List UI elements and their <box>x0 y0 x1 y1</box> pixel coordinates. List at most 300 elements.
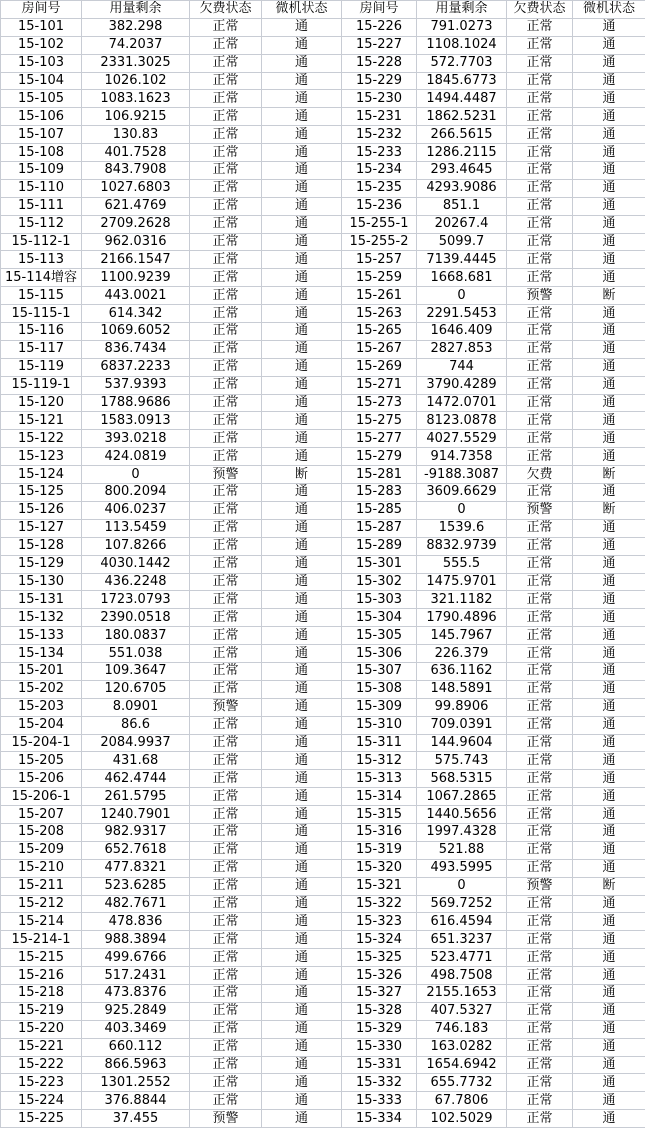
meter-status-cell: 通 <box>262 376 342 394</box>
arrears-status-cell: 正常 <box>190 197 262 215</box>
meter-status-cell: 通 <box>573 770 645 788</box>
meter-status-cell: 通 <box>262 609 342 627</box>
room-number-cell: 15-233 <box>342 144 417 162</box>
remaining-usage-cell: 1646.409 <box>417 323 507 341</box>
remaining-usage-cell: 746.183 <box>417 1020 507 1038</box>
remaining-usage-cell: 20267.4 <box>417 215 507 233</box>
table-row <box>1 108 645 126</box>
arrears-status-cell: 正常 <box>507 1074 573 1092</box>
meter-status-cell: 通 <box>262 305 342 323</box>
room-number-cell: 15-222 <box>1 1056 82 1074</box>
remaining-usage-cell: 1494.4487 <box>417 90 507 108</box>
room-number-cell: 15-332 <box>342 1074 417 1092</box>
room-number-cell: 15-231 <box>342 108 417 126</box>
meter-status-cell: 通 <box>573 108 645 126</box>
meter-status-cell: 断 <box>573 877 645 895</box>
meter-status-cell: 通 <box>573 752 645 770</box>
meter-status-cell: 通 <box>262 984 342 1002</box>
remaining-usage-cell: 180.0837 <box>82 627 190 645</box>
room-number-cell: 15-212 <box>1 895 82 913</box>
room-number-cell: 15-306 <box>342 645 417 663</box>
arrears-status-cell: 正常 <box>190 967 262 985</box>
meter-status-cell: 通 <box>573 412 645 430</box>
arrears-status-cell: 正常 <box>190 1020 262 1038</box>
room-number-cell: 15-325 <box>342 949 417 967</box>
arrears-status-cell: 正常 <box>190 627 262 645</box>
room-number-cell: 15-124 <box>1 466 82 484</box>
header-meter-status-2: 微机状态 <box>573 1 645 19</box>
table-row <box>1 591 645 609</box>
meter-status-cell: 通 <box>573 1020 645 1038</box>
arrears-status-cell: 正常 <box>507 895 573 913</box>
meter-status-cell: 通 <box>573 806 645 824</box>
room-number-cell: 15-204 <box>1 716 82 734</box>
remaining-usage-cell: 266.5615 <box>417 126 507 144</box>
remaining-usage-cell: 431.68 <box>82 752 190 770</box>
meter-status-cell: 通 <box>262 430 342 448</box>
meter-status-cell: 通 <box>262 358 342 376</box>
room-number-cell: 15-206 <box>1 770 82 788</box>
remaining-usage-cell: 424.0819 <box>82 448 190 466</box>
table-row <box>1 627 645 645</box>
meter-status-cell: 通 <box>262 716 342 734</box>
remaining-usage-cell: 709.0391 <box>417 716 507 734</box>
room-number-cell: 15-115 <box>1 287 82 305</box>
room-number-cell: 15-255-2 <box>342 233 417 251</box>
arrears-status-cell: 正常 <box>190 949 262 967</box>
table-row <box>1 859 645 877</box>
arrears-status-cell: 正常 <box>507 1002 573 1020</box>
arrears-status-cell: 正常 <box>190 1038 262 1056</box>
arrears-status-cell: 正常 <box>507 823 573 841</box>
table-row <box>1 895 645 913</box>
remaining-usage-cell: 106.9215 <box>82 108 190 126</box>
arrears-status-cell: 正常 <box>507 323 573 341</box>
meter-status-cell: 通 <box>262 108 342 126</box>
arrears-status-cell: 正常 <box>507 645 573 663</box>
table-row <box>1 609 645 627</box>
arrears-status-cell: 预警 <box>507 501 573 519</box>
table-row <box>1 305 645 323</box>
remaining-usage-cell: 1790.4896 <box>417 609 507 627</box>
remaining-usage-cell: 86.6 <box>82 716 190 734</box>
meter-status-cell: 通 <box>262 251 342 269</box>
arrears-status-cell: 正常 <box>507 788 573 806</box>
arrears-status-cell: 正常 <box>507 806 573 824</box>
remaining-usage-cell: 107.8266 <box>82 537 190 555</box>
arrears-status-cell: 正常 <box>190 305 262 323</box>
table-row <box>1 36 645 54</box>
table-row <box>1 1074 645 1092</box>
meter-status-cell: 通 <box>262 734 342 752</box>
arrears-status-cell: 正常 <box>190 54 262 72</box>
table-row <box>1 931 645 949</box>
meter-status-cell: 通 <box>262 788 342 806</box>
meter-status-cell: 通 <box>573 340 645 358</box>
remaining-usage-cell: 4293.9086 <box>417 179 507 197</box>
remaining-usage-cell: 636.1162 <box>417 662 507 680</box>
room-number-cell: 15-104 <box>1 72 82 90</box>
arrears-status-cell: 预警 <box>190 1110 262 1128</box>
room-number-cell: 15-107 <box>1 126 82 144</box>
table-row <box>1 484 645 502</box>
arrears-status-cell: 正常 <box>507 126 573 144</box>
remaining-usage-cell: 569.7252 <box>417 895 507 913</box>
meter-status-cell: 通 <box>262 591 342 609</box>
room-number-cell: 15-330 <box>342 1038 417 1056</box>
remaining-usage-cell: 407.5327 <box>417 1002 507 1020</box>
room-number-cell: 15-257 <box>342 251 417 269</box>
remaining-usage-cell: 568.5315 <box>417 770 507 788</box>
arrears-status-cell: 预警 <box>190 466 262 484</box>
room-number-cell: 15-120 <box>1 394 82 412</box>
arrears-status-cell: 欠费 <box>507 466 573 484</box>
room-number-cell: 15-117 <box>1 340 82 358</box>
remaining-usage-cell: 99.8906 <box>417 698 507 716</box>
remaining-usage-cell: 6837.2233 <box>82 358 190 376</box>
remaining-usage-cell: 523.6285 <box>82 877 190 895</box>
table-row <box>1 430 645 448</box>
meter-status-cell: 通 <box>573 841 645 859</box>
meter-status-cell: 通 <box>573 323 645 341</box>
arrears-status-cell: 正常 <box>190 573 262 591</box>
remaining-usage-cell: 800.2094 <box>82 484 190 502</box>
room-number-cell: 15-331 <box>342 1056 417 1074</box>
remaining-usage-cell: 851.1 <box>417 197 507 215</box>
meter-status-cell: 通 <box>573 913 645 931</box>
meter-status-cell: 通 <box>573 591 645 609</box>
room-number-cell: 15-131 <box>1 591 82 609</box>
room-number-cell: 15-218 <box>1 984 82 1002</box>
room-number-cell: 15-202 <box>1 680 82 698</box>
room-number-cell: 15-265 <box>342 323 417 341</box>
remaining-usage-cell: 8123.0878 <box>417 412 507 430</box>
meter-status-cell: 通 <box>573 251 645 269</box>
table-row <box>1 72 645 90</box>
header-room-number-2: 房间号 <box>342 1 417 19</box>
remaining-usage-cell: 37.455 <box>82 1110 190 1128</box>
meter-status-cell: 通 <box>573 537 645 555</box>
meter-status-cell: 通 <box>573 1092 645 1110</box>
arrears-status-cell: 正常 <box>507 841 573 859</box>
meter-status-cell: 通 <box>262 1056 342 1074</box>
remaining-usage-cell: 0 <box>417 877 507 895</box>
meter-status-cell: 通 <box>262 949 342 967</box>
remaining-usage-cell: 499.6766 <box>82 949 190 967</box>
meter-status-cell: 通 <box>262 859 342 877</box>
remaining-usage-cell: 575.743 <box>417 752 507 770</box>
remaining-usage-cell: 145.7967 <box>417 627 507 645</box>
room-number-cell: 15-316 <box>342 823 417 841</box>
remaining-usage-cell: 3609.6629 <box>417 484 507 502</box>
arrears-status-cell: 正常 <box>507 233 573 251</box>
arrears-status-cell: 正常 <box>190 448 262 466</box>
meter-status-cell: 通 <box>573 555 645 573</box>
remaining-usage-cell: 988.3894 <box>82 931 190 949</box>
table-row <box>1 126 645 144</box>
meter-status-cell: 通 <box>573 931 645 949</box>
arrears-status-cell: 预警 <box>507 287 573 305</box>
room-number-cell: 15-235 <box>342 179 417 197</box>
meter-status-cell: 通 <box>262 484 342 502</box>
meter-status-cell: 通 <box>262 1092 342 1110</box>
room-number-cell: 15-116 <box>1 323 82 341</box>
remaining-usage-cell: 1026.102 <box>82 72 190 90</box>
room-number-cell: 15-125 <box>1 484 82 502</box>
arrears-status-cell: 正常 <box>507 90 573 108</box>
remaining-usage-cell: 4030.1442 <box>82 555 190 573</box>
table-row <box>1 251 645 269</box>
header-arrears-status-2: 欠费状态 <box>507 1 573 19</box>
room-number-cell: 15-206-1 <box>1 788 82 806</box>
meter-status-cell: 断 <box>573 466 645 484</box>
arrears-status-cell: 正常 <box>190 376 262 394</box>
room-number-cell: 15-119-1 <box>1 376 82 394</box>
meter-status-cell: 通 <box>573 484 645 502</box>
table-row <box>1 1110 645 1128</box>
table-row <box>1 770 645 788</box>
meter-status-cell: 通 <box>262 340 342 358</box>
meter-status-cell: 通 <box>262 72 342 90</box>
table-row <box>1 984 645 1002</box>
table-row <box>1 806 645 824</box>
remaining-usage-cell: 1083.1623 <box>82 90 190 108</box>
meter-status-cell: 通 <box>573 126 645 144</box>
room-number-cell: 15-321 <box>342 877 417 895</box>
room-number-cell: 15-122 <box>1 430 82 448</box>
meter-status-cell: 通 <box>262 197 342 215</box>
room-number-cell: 15-214 <box>1 913 82 931</box>
remaining-usage-cell: 1862.5231 <box>417 108 507 126</box>
meter-status-cell: 通 <box>573 36 645 54</box>
remaining-usage-cell: 1654.6942 <box>417 1056 507 1074</box>
meter-status-cell: 通 <box>262 573 342 591</box>
room-number-cell: 15-204-1 <box>1 734 82 752</box>
arrears-status-cell: 正常 <box>507 340 573 358</box>
arrears-status-cell: 正常 <box>190 233 262 251</box>
room-number-cell: 15-311 <box>342 734 417 752</box>
room-number-cell: 15-323 <box>342 913 417 931</box>
remaining-usage-cell: 120.6705 <box>82 680 190 698</box>
table-row <box>1 323 645 341</box>
remaining-usage-cell: 1472.0701 <box>417 394 507 412</box>
arrears-status-cell: 正常 <box>507 412 573 430</box>
arrears-status-cell: 正常 <box>190 788 262 806</box>
room-number-cell: 15-228 <box>342 54 417 72</box>
arrears-status-cell: 正常 <box>190 680 262 698</box>
meter-status-cell: 通 <box>262 698 342 716</box>
room-number-cell: 15-329 <box>342 1020 417 1038</box>
table-row <box>1 394 645 412</box>
room-number-cell: 15-259 <box>342 269 417 287</box>
remaining-usage-cell: 113.5459 <box>82 519 190 537</box>
arrears-status-cell: 正常 <box>507 913 573 931</box>
header-room-number: 房间号 <box>1 1 82 19</box>
remaining-usage-cell: -9188.3087 <box>417 466 507 484</box>
remaining-usage-cell: 462.4744 <box>82 770 190 788</box>
room-number-cell: 15-221 <box>1 1038 82 1056</box>
room-number-cell: 15-119 <box>1 358 82 376</box>
remaining-usage-cell: 473.8376 <box>82 984 190 1002</box>
room-number-cell: 15-232 <box>342 126 417 144</box>
room-number-cell: 15-304 <box>342 609 417 627</box>
remaining-usage-cell: 2709.2628 <box>82 215 190 233</box>
table-row <box>1 519 645 537</box>
room-number-cell: 15-110 <box>1 179 82 197</box>
remaining-usage-cell: 401.7528 <box>82 144 190 162</box>
table-row <box>1 233 645 251</box>
arrears-status-cell: 正常 <box>190 430 262 448</box>
arrears-status-cell: 正常 <box>507 859 573 877</box>
meter-status-cell: 通 <box>573 90 645 108</box>
remaining-usage-cell: 293.4645 <box>417 162 507 180</box>
arrears-status-cell: 正常 <box>190 144 262 162</box>
room-number-cell: 15-113 <box>1 251 82 269</box>
remaining-usage-cell: 478.836 <box>82 913 190 931</box>
arrears-status-cell: 正常 <box>190 179 262 197</box>
remaining-usage-cell: 2084.9937 <box>82 734 190 752</box>
room-number-cell: 15-236 <box>342 197 417 215</box>
meter-status-cell: 通 <box>573 698 645 716</box>
remaining-usage-cell: 7139.4445 <box>417 251 507 269</box>
meter-status-cell: 通 <box>573 609 645 627</box>
room-number-cell: 15-215 <box>1 949 82 967</box>
arrears-status-cell: 正常 <box>190 591 262 609</box>
arrears-status-cell: 正常 <box>190 36 262 54</box>
arrears-status-cell: 正常 <box>507 358 573 376</box>
arrears-status-cell: 正常 <box>190 519 262 537</box>
remaining-usage-cell: 521.88 <box>417 841 507 859</box>
arrears-status-cell: 正常 <box>190 770 262 788</box>
room-number-cell: 15-279 <box>342 448 417 466</box>
room-number-cell: 15-267 <box>342 340 417 358</box>
meter-status-cell: 通 <box>573 358 645 376</box>
table-row <box>1 573 645 591</box>
meter-status-cell: 通 <box>262 144 342 162</box>
room-number-cell: 15-334 <box>342 1110 417 1128</box>
meter-status-cell: 通 <box>262 627 342 645</box>
arrears-status-cell: 正常 <box>507 36 573 54</box>
remaining-usage-cell: 652.7618 <box>82 841 190 859</box>
arrears-status-cell: 正常 <box>190 412 262 430</box>
meter-status-cell: 通 <box>262 18 342 36</box>
arrears-status-cell: 正常 <box>190 1092 262 1110</box>
table-row <box>1 162 645 180</box>
remaining-usage-cell: 148.5891 <box>417 680 507 698</box>
arrears-status-cell: 正常 <box>507 716 573 734</box>
meter-status-cell: 通 <box>573 1002 645 1020</box>
remaining-usage-cell: 616.4594 <box>417 913 507 931</box>
meter-status-cell: 通 <box>573 430 645 448</box>
meter-status-cell: 通 <box>262 752 342 770</box>
arrears-status-cell: 正常 <box>190 1074 262 1092</box>
arrears-status-cell: 正常 <box>190 1056 262 1074</box>
meter-status-cell: 通 <box>262 645 342 663</box>
remaining-usage-cell: 436.2248 <box>82 573 190 591</box>
table-row <box>1 412 645 430</box>
arrears-status-cell: 正常 <box>190 806 262 824</box>
arrears-status-cell: 正常 <box>507 662 573 680</box>
arrears-status-cell: 正常 <box>507 555 573 573</box>
remaining-usage-cell: 621.4769 <box>82 197 190 215</box>
room-number-cell: 15-210 <box>1 859 82 877</box>
meter-status-cell: 通 <box>262 162 342 180</box>
remaining-usage-cell: 393.0218 <box>82 430 190 448</box>
room-number-cell: 15-130 <box>1 573 82 591</box>
meter-status-cell: 通 <box>262 215 342 233</box>
table-row <box>1 1092 645 1110</box>
meter-status-cell: 通 <box>262 501 342 519</box>
arrears-status-cell: 正常 <box>507 591 573 609</box>
meter-status-cell: 断 <box>573 287 645 305</box>
meter-status-cell: 通 <box>262 895 342 913</box>
remaining-usage-cell: 4027.5529 <box>417 430 507 448</box>
room-number-cell: 15-220 <box>1 1020 82 1038</box>
remaining-usage-cell: 8.0901 <box>82 698 190 716</box>
arrears-status-cell: 预警 <box>507 877 573 895</box>
meter-status-cell: 通 <box>573 519 645 537</box>
arrears-status-cell: 正常 <box>507 430 573 448</box>
arrears-status-cell: 正常 <box>190 841 262 859</box>
remaining-usage-cell: 1069.6052 <box>82 323 190 341</box>
room-number-cell: 15-301 <box>342 555 417 573</box>
arrears-status-cell: 正常 <box>190 877 262 895</box>
remaining-usage-cell: 3790.4289 <box>417 376 507 394</box>
room-number-cell: 15-269 <box>342 358 417 376</box>
arrears-status-cell: 正常 <box>190 662 262 680</box>
meter-status-cell: 通 <box>573 179 645 197</box>
remaining-usage-cell: 1723.0793 <box>82 591 190 609</box>
arrears-status-cell: 正常 <box>190 716 262 734</box>
room-number-cell: 15-227 <box>342 36 417 54</box>
arrears-status-cell: 正常 <box>190 108 262 126</box>
meter-status-cell: 通 <box>262 1074 342 1092</box>
remaining-usage-cell: 8832.9739 <box>417 537 507 555</box>
remaining-usage-cell: 403.3469 <box>82 1020 190 1038</box>
room-number-cell: 15-285 <box>342 501 417 519</box>
arrears-status-cell: 正常 <box>507 734 573 752</box>
meter-status-cell: 通 <box>262 519 342 537</box>
meter-status-cell: 通 <box>573 859 645 877</box>
meter-status-cell: 通 <box>573 1038 645 1056</box>
room-number-cell: 15-230 <box>342 90 417 108</box>
remaining-usage-cell: 482.7671 <box>82 895 190 913</box>
remaining-usage-cell: 144.9604 <box>417 734 507 752</box>
arrears-status-cell: 正常 <box>507 1110 573 1128</box>
room-number-cell: 15-111 <box>1 197 82 215</box>
room-number-cell: 15-126 <box>1 501 82 519</box>
room-number-cell: 15-133 <box>1 627 82 645</box>
table-row <box>1 680 645 698</box>
arrears-status-cell: 正常 <box>507 1020 573 1038</box>
room-number-cell: 15-101 <box>1 18 82 36</box>
meter-status-cell: 通 <box>262 233 342 251</box>
arrears-status-cell: 正常 <box>190 269 262 287</box>
meter-status-cell: 通 <box>573 269 645 287</box>
arrears-status-cell: 正常 <box>507 108 573 126</box>
remaining-usage-cell: 321.1182 <box>417 591 507 609</box>
meter-status-cell: 通 <box>262 323 342 341</box>
remaining-usage-cell: 67.7806 <box>417 1092 507 1110</box>
room-number-cell: 15-115-1 <box>1 305 82 323</box>
room-number-cell: 15-106 <box>1 108 82 126</box>
meter-status-cell: 通 <box>262 823 342 841</box>
arrears-status-cell: 正常 <box>190 72 262 90</box>
arrears-status-cell: 正常 <box>190 484 262 502</box>
room-number-cell: 15-273 <box>342 394 417 412</box>
remaining-usage-cell: 406.0237 <box>82 501 190 519</box>
room-number-cell: 15-275 <box>342 412 417 430</box>
